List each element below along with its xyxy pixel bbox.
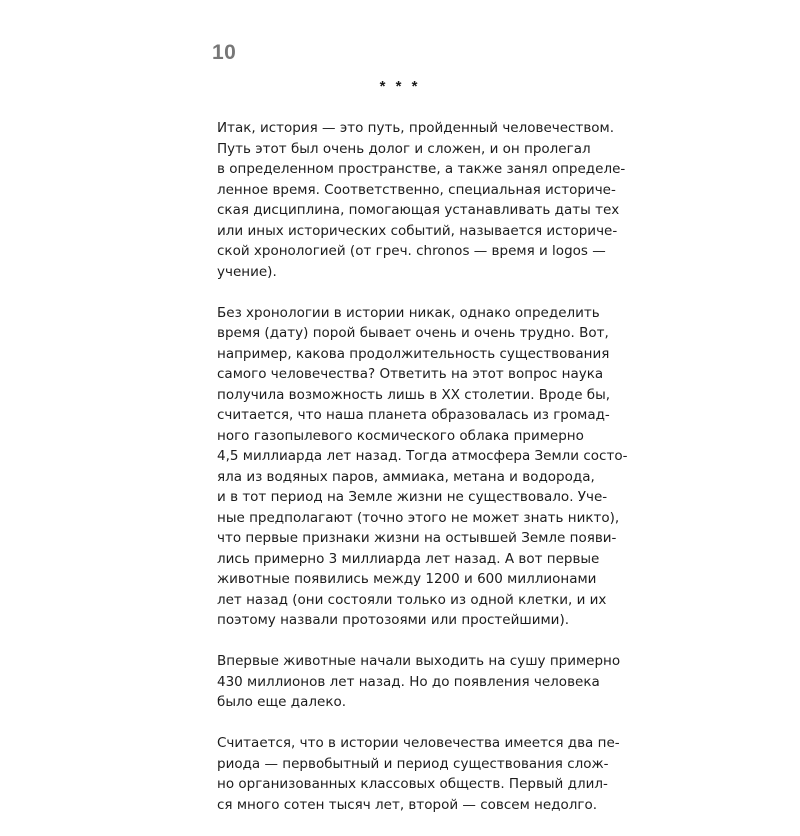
text-line: ные предполагают (точно этого не может знать никто), <box>217 509 620 526</box>
text-line: ленное время. Соответственно, специальная историче- <box>217 181 616 198</box>
text-line: поэтому назвали протозоями или простейшими). <box>217 612 570 628</box>
text-line: было еще далеко. <box>217 694 347 710</box>
section-divider: * * * <box>379 78 421 95</box>
text-line: но организованных классовых обществ. Первый длил- <box>217 776 608 792</box>
text-line: риода — первобытный и период существования слож- <box>217 755 609 772</box>
text-line: Итак, история — это путь, пройденный человечеством. <box>217 120 615 136</box>
text-line: и в тот период на Земле жизни не существовало. Уче- <box>217 489 608 505</box>
text-line: что первые признаки жизни на остывшей Земле появи- <box>217 530 617 546</box>
text-line: получила возможность лишь в XX столетии. Вроде бы, <box>217 386 611 403</box>
text-line: считается, что наша планета образовалась из громад- <box>217 407 610 423</box>
text-line: животные появились между 1200 и 600 миллионами <box>217 571 597 587</box>
text-line: лет назад (они состояли только из одной клетки, и их <box>217 591 607 608</box>
paragraph-1 <box>217 118 626 282</box>
text-line: самого человечества? Ответить на этот вопрос наука <box>217 366 604 382</box>
text-line: яла из водяных паров, аммиака, метана и водорода, <box>217 468 595 485</box>
text-line: например, какова продолжительность существования <box>217 345 610 362</box>
text-line: Впервые животные начали выходить на сушу примерно <box>217 653 621 669</box>
text-line: Без хронологии в истории никак, однако определить <box>217 304 600 321</box>
text-line: или иных исторических событий, называется историче- <box>217 222 618 239</box>
text-line: в определенном пространстве, а также занял определе- <box>217 161 626 177</box>
text-line: 430 миллионов лет назад. Но до появления человека <box>217 673 600 690</box>
body-text <box>217 118 628 836</box>
text-line: лись примерно 3 миллиарда лет назад. А вот первые <box>217 550 600 567</box>
paragraph-4 <box>217 733 620 815</box>
text-line: 4,5 миллиарда лет назад. Тогда атмосфера Земли состо- <box>217 448 628 464</box>
text-line: Путь этот был очень долог и сложен, и он пролегал <box>217 140 591 157</box>
text-line: учение). <box>217 263 277 280</box>
page-number: 10 <box>212 41 237 64</box>
text-line: ного газопылевого космического облака примерно <box>217 427 584 444</box>
text-line: ская дисциплина, помогающая устанавливать даты тех <box>217 202 620 218</box>
text-line: Считается, что в истории человечества имеется два пе- <box>217 735 620 751</box>
text-line: ской хронологией (от греч. chronos — время и logos — <box>217 243 606 259</box>
paragraph-3 <box>217 651 621 713</box>
text-line: ся много сотен тысяч лет, второй — совсем недолго. <box>217 796 598 813</box>
paragraph-2 <box>217 303 628 631</box>
text-line: время (дату) порой бывает очень и очень трудно. Вот, <box>217 325 609 341</box>
